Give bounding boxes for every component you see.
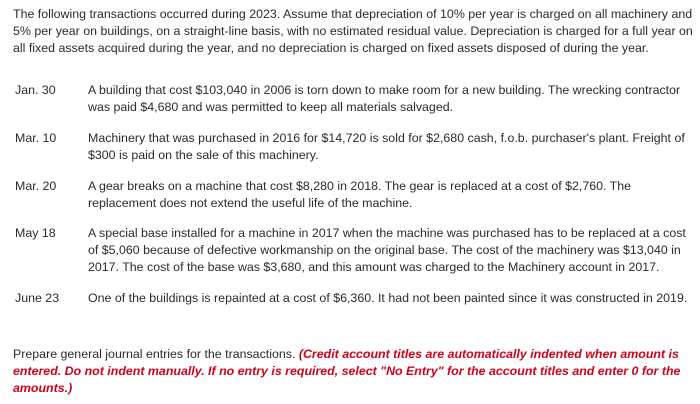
transaction-description: Machinery that was purchased in 2016 for $14,720 is sold for $2,680 cash, f.o.b. purchaser's plant. Freight of $300 is paid on the sale of this machinery. — [88, 131, 685, 162]
transaction-date: Mar. 20 — [15, 179, 57, 193]
transaction-description: One of the buildings is repainted at a cost of $6,360. It had not been painted since it was constructed in 2019. — [88, 291, 688, 305]
instructions — [13, 346, 693, 397]
transaction-item — [13, 82, 693, 116]
transaction-item — [13, 225, 693, 276]
transaction-date: May 18 — [15, 226, 56, 240]
instructions-note: (Credit account titles are automatically indented when amount is entered. Do not indent manually. If no entry is required, select "No Entry" for the account titles and enter 0 for the amounts.) — [13, 347, 681, 395]
instructions-lead: Prepare general journal entries for the transactions. — [13, 347, 299, 361]
transaction-date: Mar. 10 — [15, 131, 57, 145]
transaction-date: June 23 — [15, 291, 60, 305]
transaction-item — [13, 130, 693, 164]
transaction-item — [13, 290, 693, 307]
transaction-item — [13, 178, 693, 212]
transaction-description: A special base installed for a machine in 2017 when the machine was purchased has to be replaced at a cost of $5,060 because of defective workmanship on the original base. The cost of the machinery was $13,040 in 2017. The cost of the base was $3,680, and this amount was charged to the Machinery account in 2017. — [88, 226, 686, 274]
problem-intro: The following transactions occurred during 2023. Assume that depreciation of 10% per year is charged on all machinery and 5% per year on buildings, on a straight-line basis, with no estimated residual value. Depreciation is charged for a full year on all fixed assets acquired during the year, and no depreciation is charged on fixed assets disposed of during the year. — [13, 7, 693, 55]
transaction-description: A building that cost $103,040 in 2006 is torn down to make room for a new building. The wrecking contractor was paid $4,680 and was permitted to keep all materials salvaged. — [88, 83, 681, 114]
transaction-date: Jan. 30 — [15, 83, 56, 97]
transaction-description: A gear breaks on a machine that cost $8,280 in 2018. The gear is replaced at a cost of $2,760. The replacement does not extend the useful life of the machine. — [88, 179, 632, 210]
